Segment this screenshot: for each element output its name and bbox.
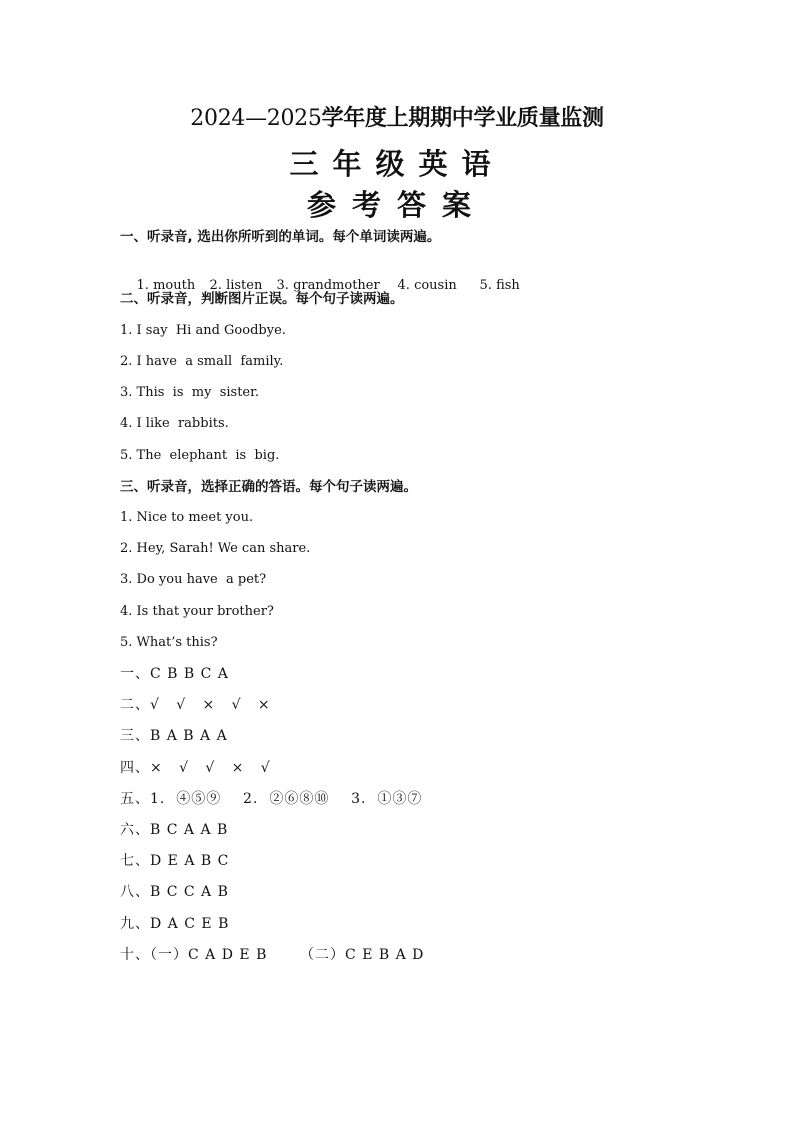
exam-year: 2024—2025	[190, 106, 322, 131]
section2-heading: 二、听录音，判断图片正误。每个句子读两遍。	[120, 291, 404, 307]
answer-row: 五、1. ④⑤⑨ 2. ②⑥⑧⑩ 3. ①③⑦	[120, 791, 423, 807]
answer-row: 八、B C C A B	[120, 884, 229, 900]
list-item: 3. grandmother	[276, 278, 380, 293]
answer-row: 三、B A B A A	[120, 728, 228, 744]
list-item: 5. The elephant is big.	[120, 448, 280, 463]
answer-row: 九、D A C E B	[120, 916, 230, 932]
list-item: 5. What’s this?	[120, 635, 218, 650]
list-item: 3. Do you have a pet?	[120, 572, 267, 587]
answer-row: 六、B C A A B	[120, 822, 229, 838]
answer-row: 一、C B B C A	[120, 666, 229, 682]
list-item: 4. Is that your brother?	[120, 604, 274, 619]
subject-title: 三年级英语	[289, 147, 505, 181]
list-item: 1. mouth	[136, 278, 196, 293]
list-item: 1. I say Hi and Goodbye.	[120, 323, 286, 338]
list-item: 2. Hey, Sarah! We can share.	[120, 541, 311, 556]
doc-type-title: 参考答案	[306, 188, 487, 222]
list-item: 5. fish	[479, 278, 520, 293]
list-item: 4. I like rabbits.	[120, 416, 229, 431]
section1-heading: 一、听录音, 选出你所听到的单词。每个单词读两遍。	[120, 229, 441, 245]
exam-title	[0, 101, 794, 132]
exam-title-text: 学年度上期期中学业质量监测	[321, 105, 604, 131]
list-item: 2. listen	[209, 278, 263, 293]
list-item: 1. Nice to meet you.	[120, 510, 254, 525]
list-item: 3. This is my sister.	[120, 385, 260, 400]
answer-row: 二、√ √ × √ ×	[120, 697, 271, 713]
answer-row: 四、× √ √ × √	[120, 760, 271, 776]
section3-heading: 三、听录音，选择正确的答语。每个句子读两遍。	[120, 479, 417, 495]
list-item: 2. I have a small family.	[120, 354, 284, 369]
answer-row: 七、D E A B C	[120, 853, 230, 869]
list-item: 4. cousin	[397, 278, 457, 293]
answer-row: 十、（一）C A D E B （二）C E B A D	[120, 947, 425, 963]
